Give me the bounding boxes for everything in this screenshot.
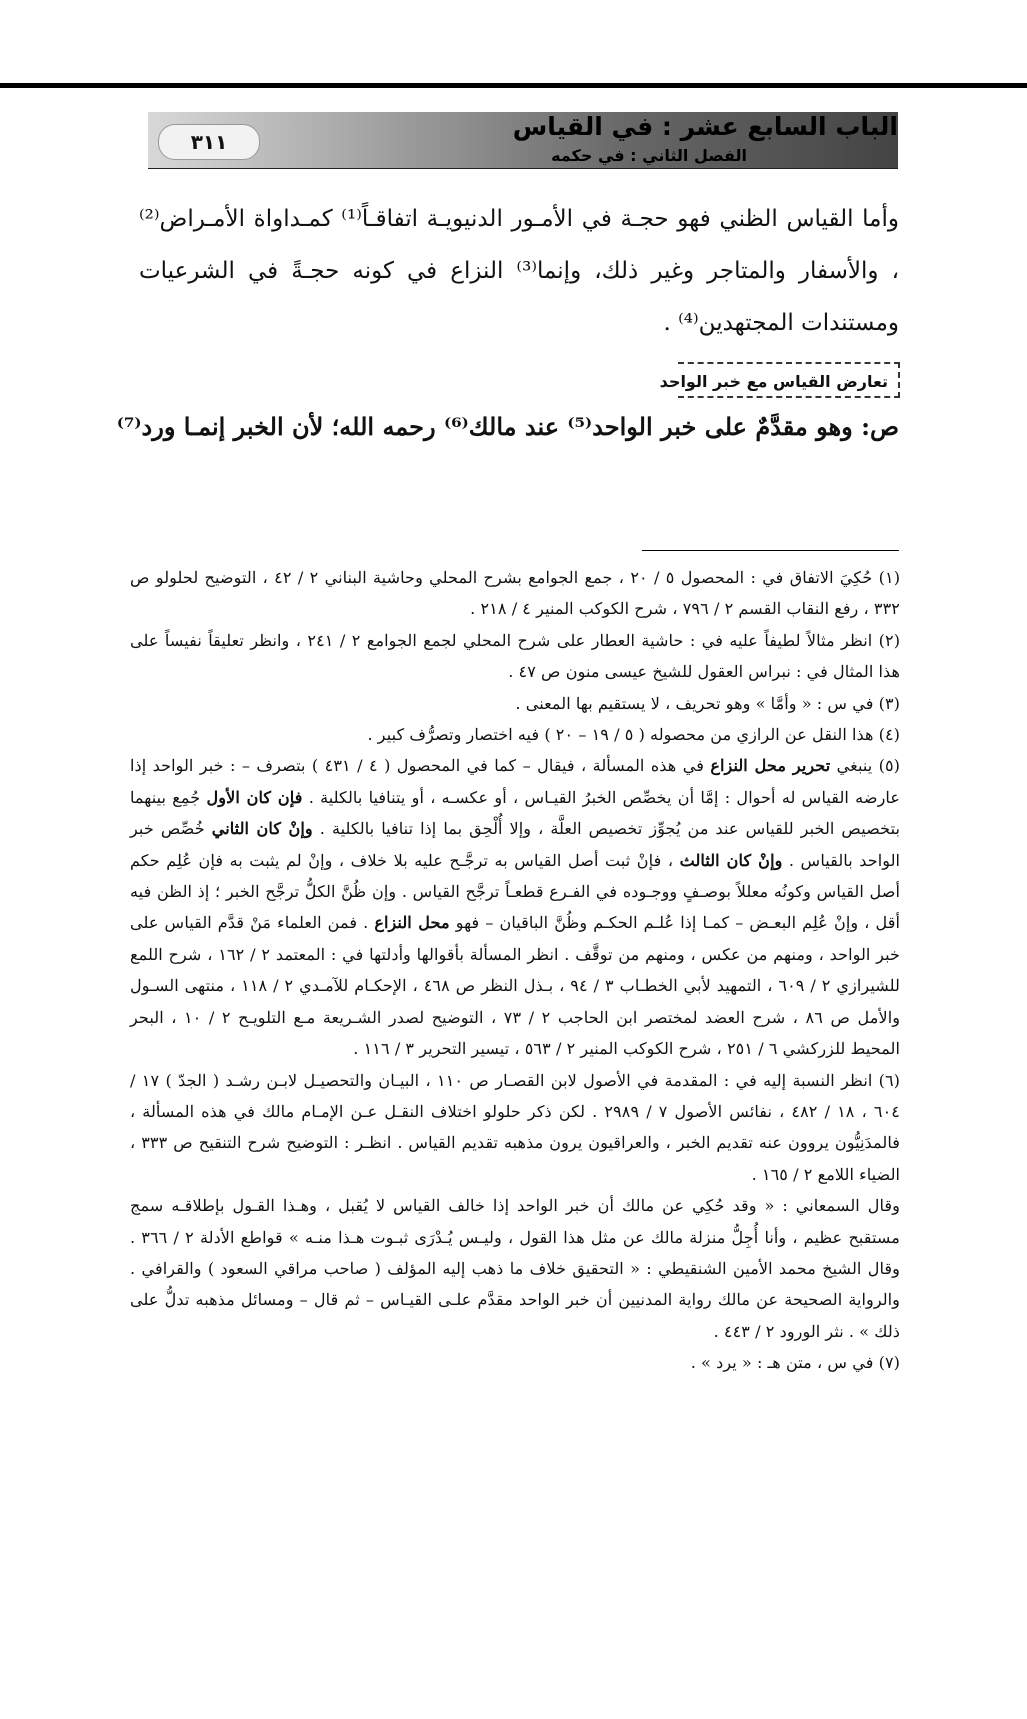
footnote-2: (٢) انظر مثالاً لطيفاً عليه في : حاشية العطار على شرح المحلي لجمع الجوامع ٢ / ٢٤١ ، وانظر تعليقاً نفيساً على هذا المثال في : نبراس العقول للشيخ عيسى منون ص ٤٧ . [130, 630, 901, 682]
matn-text: ص: وهو مقدَّمٌ على خبر الواحد⁽⁵⁾ عند مالك⁽⁶⁾ رحمه الله؛ لأن الخبر إنمـا ورد⁽⁷⁾ [116, 412, 899, 441]
footnote-4: (٤) هذا النقل عن الرازي من محصوله ( ٥ / ١٩ – ٢٠ ) فيه اختصار وتصرُّف كبير . [367, 725, 900, 745]
chapter-title: الباب السابع عشر : في القياس [512, 112, 898, 141]
fn5-part: في هذه المسألة ، فيقال – كما في المحصول ( ٤ / ٤٣١ ) بتصرف – : خبر الواحد إذا عارضه القياس له أحوال : إمَّا أن يخصِّص الخبرُ القيـاس ، أو عكسـه ، أو يتنافيا بالكلية . [130, 756, 900, 807]
main-paragraph: وأما القياس الظني فهو حجـة في الأمـور الدنيويـة اتفاقـاً⁽¹⁾ كمـداواة الأمـراض⁽²⁾ ، والأسفار والمتاجر وغير ذلك، وإنما⁽³⁾ النزاع في كونه حجـةً في الشرعيات ومستندات المجتهدين⁽⁴⁾ . [139, 206, 899, 336]
page-number: ٣١١ [158, 124, 260, 160]
fn5-bold: وإنْ كان الثالث [679, 850, 783, 870]
footnote-6-continued: وقال السمعاني : « وقد حُكِي عن مالك أن خبر الواحد إذا خالف القياس لا يُقبل ، وهـذا القـول بإطلاقـه سمج مستقبح عظيم ، وأنا أُجِلُّ منزلة مالك عن مثل هذا القول ، وليـس يُـدْرَى ثبـوت هـذا منـه » قواطع الأدلة ٢ / ٣٦٦ . وقال الشيخ محمد الأمين الشنقيطي : « التحقيق خلاف ما ذهب إليه المؤلف ( صاحب مراقي السعود ) والقرافي . والرواية الصحيحة عن مالك رواية المدنيين أن خبر الواحد مقدَّم علـى القيـاس – ثم قال – ومسائل مذهبه تدلُّ على ذلك » . نثر الورود ٢ / ٤٤٣ . [130, 1196, 900, 1341]
fn5-part: . فمن العلماء مَنْ قدَّم القياس على خبر الواحد ، ومنهم من عكس ، ومنهم من توقَّف . انظر المسألة بأقوالها وأدلتها في : المعتمد ٢ / ١٦٢ ، شرح اللمع للشيرازي ٢ / ٦٠٩ ، التمهيد لأبي الخطـاب ٣ / ٩٤ ، بـذل النظر ص ٤٦٨ ، الإحكـام للآمـدي ٢ / ١١٨ ، منتهى السـول والأمل ص ٨٦ ، شرح العضد لمختصر ابن الحاجب ٢ / ٧٣ ، التوضيح لصدر الشـريعة مـع التلويـح ٢ / ١٠ ، البحر المحيط للزركشي ٦ / ٢٥١ ، شرح الكوكب المنير ٢ / ٥٦٣ ، تيسير التحرير ٣ / ١١٦ . [130, 913, 901, 1059]
fn5-part: خُصِّص خبر الواحد بالقياس . [130, 819, 901, 870]
fn5-part: ، فإنْ ثبت أصل القياس به ترجَّـح عليه بلا خلاف ، وإنْ لم يثبت به فإن عُلِم حكم أصل القياس وكونُه معللاً بوصـفٍ ووجـوده في الفـرع قطعـاً ترجَّح القياس . وإن ظُنَّ الكلُّ ترجَّح الخبر ؛ إذ الظن فيه أقل ، وإنْ عُلِم البعـض – كمـا إذا عُلـم الحكـم وظُنَّ الباقيان – فهو [130, 850, 900, 933]
top-rule [0, 83, 1027, 88]
footnote-6: (٦) انظر النسبة إليه في : المقدمة في الأصول لابن القصـار ص ١١٠ ، البيـان والتحصيـل لابـن رشـد ( الجدّ ) ١٧ / ٦٠٤ ، ١٨ / ٤٨٢ ، نفائس الأصول ٧ / ٢٩٨٩ . لكن ذكر حلولو اختلاف النقـل عـن الإمـام مالك في هذه المسألة ، فالمدَنِيُّون يروون عنه تقديم الخبر ، والعراقيون يرون مذهبه تقديم القياس . انظـر : التوضيح شرح التنقيح ص ٣٣٣ ، الضياء اللامع ٢ / ١٦٥ . [130, 1070, 901, 1184]
footnotes [130, 562, 900, 1379]
fn5-bold: محل النزاع [374, 913, 450, 933]
subheading: تعارض القياس مع خبر الواحد [678, 362, 900, 398]
fn5-bold: فإن كان الأول [206, 787, 303, 807]
fn5-part: (٥) ينبغي [830, 756, 900, 776]
section-title: الفصل الثاني : في حكمه [551, 146, 747, 165]
fn5-part: جُمِع بينهما بتخصيص الخبر للقياس عند من يُجوِّز تخصيص العلَّة ، وإلا أُلْحِق بما إذا تنافيا بالكلية . [130, 787, 900, 839]
footnote-3: (٣) في س : « وأمَّا » وهو تحريف ، لا يستقيم بها المعنى . [515, 693, 900, 713]
footnote-5 [130, 750, 900, 1064]
footnote-7: (٧) في س ، متن هـ : « يرد » . [690, 1353, 900, 1373]
fn5-bold: وإنْ كان الثاني [211, 819, 313, 839]
fn5-bold: تحرير محل النزاع [710, 756, 831, 776]
footnote-separator [642, 550, 899, 551]
footnote-1: (١) حُكِيَ الاتفاق في : المحصول ٥ / ٢٠ ، جمع الجوامع بشرح المحلي وحاشية البناني ٢ / ٤٢ ، التوضيح لحلولو ص ٣٣٢ ، رفع النقاب القسم ٢ / ٧٩٦ ، شرح الكوكب المنير ٤ / ٢١٨ . [130, 568, 901, 619]
